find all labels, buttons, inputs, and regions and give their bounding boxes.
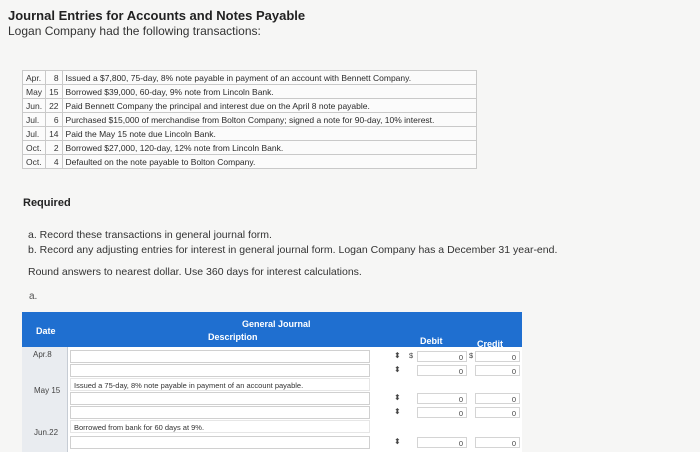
credit-currency: $	[469, 351, 474, 360]
instruction-rounding: Round answers to nearest dollar. Use 360 days for interest calculations.	[28, 266, 362, 278]
credit-input[interactable]: 0	[475, 407, 520, 418]
credit-input[interactable]: 0	[475, 365, 520, 376]
txn-text: Paid Bennett Company the principal and interest due on the April 8 note payable.	[62, 99, 476, 113]
table-row	[23, 71, 477, 85]
debit-input[interactable]: 0	[417, 393, 467, 404]
general-journal	[22, 312, 522, 452]
col-debit: Debit	[420, 336, 443, 346]
account-select-arrow-icon[interactable]: ⬍	[394, 393, 401, 402]
entry-date: Jun.22	[34, 428, 59, 437]
txn-text: Issued a $7,800, 75-day, 8% note payable in payment of an account with Bennett Company.	[62, 71, 476, 85]
journal-title: General Journal	[242, 319, 311, 329]
account-select-arrow-icon[interactable]: ⬍	[394, 437, 401, 446]
account-input[interactable]	[70, 406, 370, 419]
debit-input[interactable]: 0	[417, 407, 467, 418]
txn-month: May	[23, 85, 46, 99]
entry-note: Issued a 75-day, 8% note payable in payment of an account payable.	[70, 378, 370, 391]
txn-text: Borrowed $27,000, 120-day, 12% note from Lincoln Bank.	[62, 141, 476, 155]
page-title: Journal Entries for Accounts and Notes Payable	[8, 8, 306, 23]
txn-month: Apr.	[23, 71, 46, 85]
account-select-arrow-icon[interactable]: ⬍	[394, 407, 401, 416]
debit-currency: $	[409, 351, 414, 360]
instruction-b: b. Record any adjusting entries for interest in general journal form. Logan Company has a December 31 year-end.	[28, 244, 558, 256]
instruction-a: a. Record these transactions in general journal form.	[28, 229, 272, 241]
table-row	[23, 113, 477, 127]
txn-month: Jul.	[23, 113, 46, 127]
table-row	[23, 85, 477, 99]
txn-day: 2	[46, 141, 62, 155]
txn-day: 14	[46, 127, 62, 141]
required-heading: Required	[23, 197, 71, 209]
txn-month: Oct.	[23, 141, 46, 155]
entry-note: Borrowed from bank for 60 days at 9%.	[70, 420, 370, 433]
txn-day: 6	[46, 113, 62, 127]
date-column	[22, 347, 68, 452]
account-input[interactable]	[70, 392, 370, 405]
page-subtitle: Logan Company had the following transactions:	[8, 24, 261, 38]
col-description: Description	[208, 332, 258, 342]
txn-text: Paid the May 15 note due Lincoln Bank.	[62, 127, 476, 141]
txn-text: Purchased $15,000 of merchandise from Bolton Company; signed a note for 90-day, 10% interest.	[62, 113, 476, 127]
credit-input[interactable]: 0	[475, 351, 520, 362]
journal-header	[22, 312, 522, 347]
txn-text: Defaulted on the note payable to Bolton Company.	[62, 155, 476, 169]
col-credit: Credit	[477, 339, 504, 349]
table-row	[23, 127, 477, 141]
transactions-table	[22, 70, 477, 169]
txn-day: 4	[46, 155, 62, 169]
table-row	[23, 99, 477, 113]
debit-input[interactable]: 0	[417, 437, 467, 448]
table-row	[23, 141, 477, 155]
part-a-label: a.	[29, 291, 38, 302]
credit-input[interactable]: 0	[475, 393, 520, 404]
txn-month: Jun.	[23, 99, 46, 113]
debit-input[interactable]: 0	[417, 351, 467, 362]
account-input[interactable]	[70, 364, 370, 377]
table-row	[23, 155, 477, 169]
col-date: Date	[36, 326, 56, 336]
entry-date: May 15	[34, 386, 61, 395]
txn-month: Oct.	[23, 155, 46, 169]
account-input[interactable]	[70, 436, 370, 449]
account-select-arrow-icon[interactable]: ⬍	[394, 351, 401, 360]
txn-text: Borrowed $39,000, 60-day, 9% note from Lincoln Bank.	[62, 85, 476, 99]
txn-day: 8	[46, 71, 62, 85]
credit-input[interactable]: 0	[475, 437, 520, 448]
entry-date: Apr.8	[33, 350, 52, 359]
debit-input[interactable]: 0	[417, 365, 467, 376]
txn-month: Jul.	[23, 127, 46, 141]
txn-day: 15	[46, 85, 62, 99]
txn-day: 22	[46, 99, 62, 113]
account-input[interactable]	[70, 350, 370, 363]
account-select-arrow-icon[interactable]: ⬍	[394, 365, 401, 374]
